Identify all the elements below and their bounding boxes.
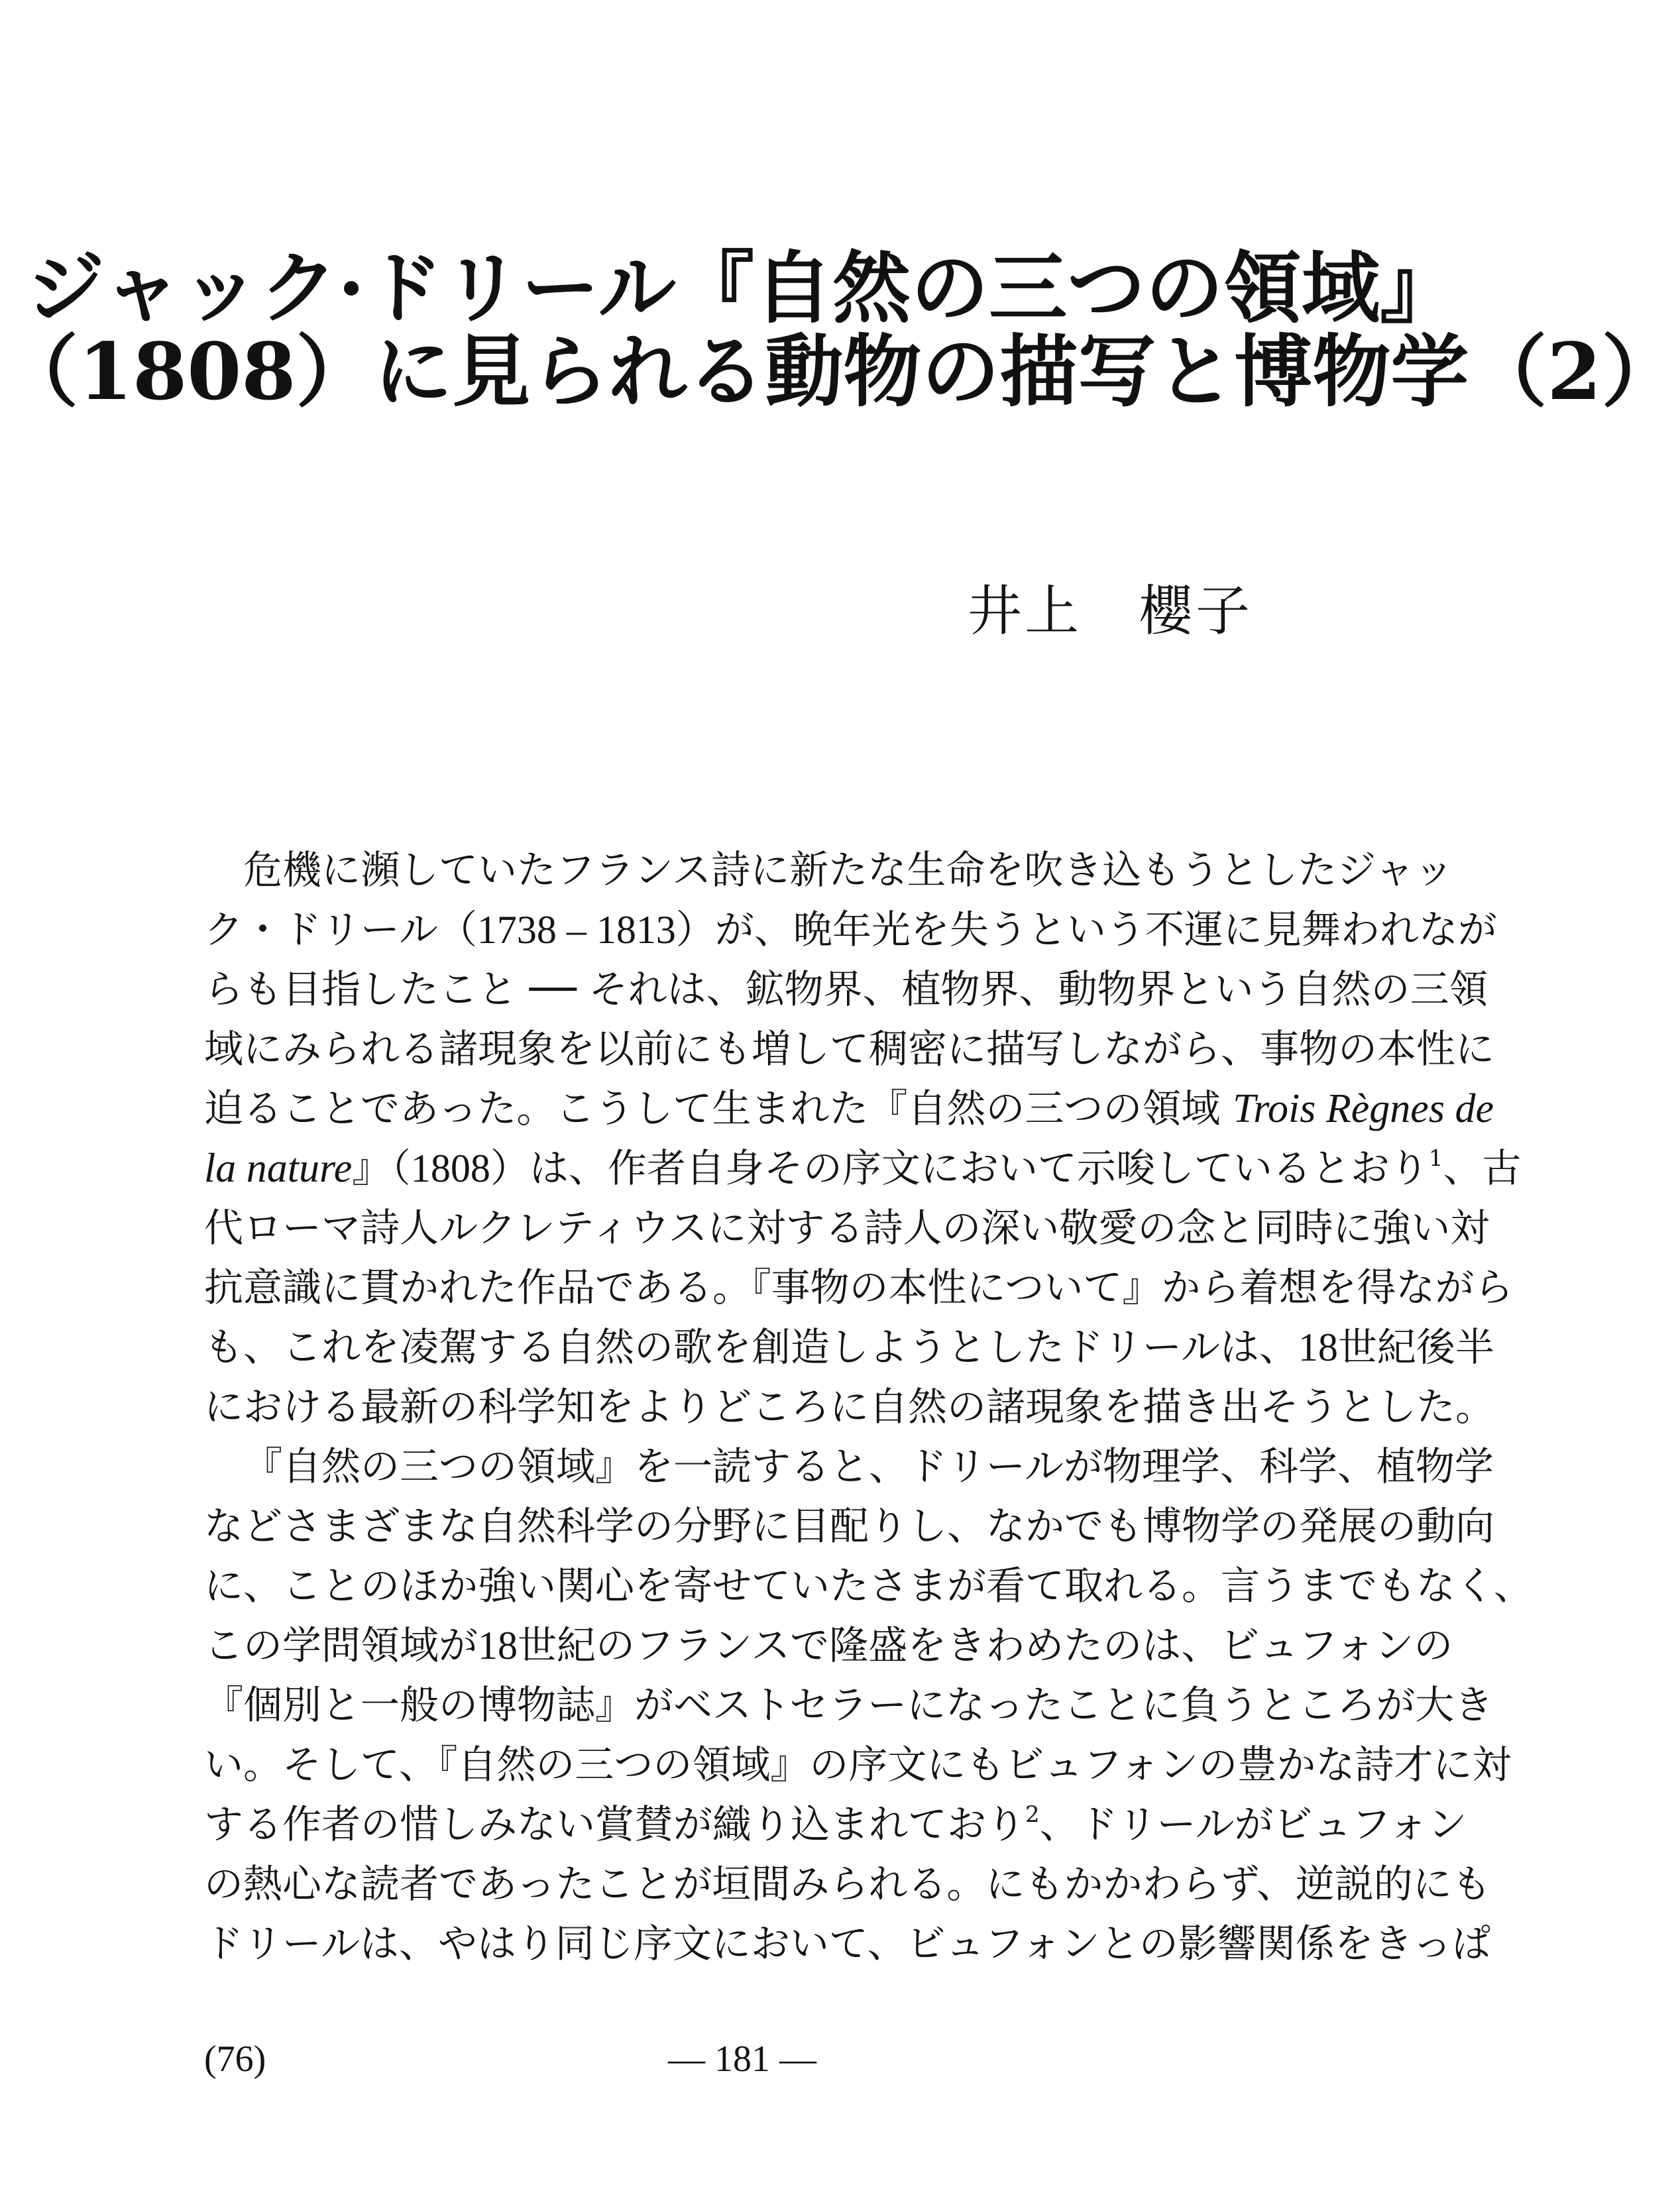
title-line-2: （1808）に見られる動物の描写と博物学（2） [0, 325, 1680, 418]
body-text [204, 840, 1533, 1974]
text-line: などさまざまな自然科学の分野に目配りし、なかでも博物学の発展の動向 [204, 1503, 1495, 1549]
text-line: ドリールは、やはり同じ序文において、ビュフォンとの影響関係をきっぱ [204, 1921, 1491, 1966]
text-line: 『自然の三つの領域』を一読すると、ドリールが物理学、科学、植物学 [243, 1443, 1494, 1489]
footnote-ref-1: 1 [1428, 1145, 1443, 1172]
text-line: における最新の科学知をよりどころに自然の諸現象を描き出そうとした。 [204, 1384, 1495, 1430]
footnote-ref-2: 2 [1025, 1801, 1040, 1828]
text-line: 抗意識に貫かれた作品である。『事物の本性について』から着想を得ながら [204, 1264, 1514, 1310]
author-name: 井上 櫻子 [968, 580, 1253, 643]
text-line: らも目指したこと ── それは、鉱物界、植物界、動物界という自然の三領 [204, 966, 1488, 1012]
text-line: も、これを凌駕する自然の歌を創造しようとしたドリールは、18世紀後半 [204, 1324, 1494, 1370]
text-line: この学問領域が18世紀のフランスで隆盛をきわめたのは、ビュフォンの [204, 1622, 1453, 1668]
text-line: 代ローマ詩人ルクレティウスに対する詩人の深い敬愛の念と同時に強い対 [204, 1205, 1490, 1251]
text-line: la nature』（1808）は、作者自身その序文において示唆しているとおり$^1$、古 [204, 1145, 1522, 1191]
text-line: 危機に瀕していたフランス詩に新たな生命を吹き込もうとしたジャッ [243, 847, 1454, 893]
text-line: する作者の惜しみない賞賛が織り込まれており$^2$、ドリールがビュフォン [204, 1801, 1467, 1847]
text-line: い。そして、『自然の三つの領域』の序文にもビュフォンの豊かな詩才に対 [204, 1742, 1512, 1787]
text-line: の熱心な読者であったことが垣間みられる。にもかかわらず、逆説的にも [204, 1861, 1491, 1907]
text-line: 『個別と一般の博物誌』がベストセラーになったことに負うところが大き [204, 1682, 1494, 1728]
title-line-1: ジャック·ドリール『自然の三つの領域』 [26, 242, 1459, 334]
page-number: — 181 — [668, 2039, 816, 2080]
text-line: ク・ドリール（1738 – 1813）が、晩年光を失うという不運に見舞われなが [204, 907, 1497, 952]
page-footer-left: (76) [204, 2039, 266, 2080]
text-line: 域にみられる諸現象を以前にも増して稠密に描写しながら、事物の本性に [204, 1026, 1495, 1072]
text-line: 迫ることであった。こうして生まれた『自然の三つの領域 Trois Règnes de [204, 1086, 1494, 1131]
text-line: に、ことのほか強い関心を寄せていたさまが看て取れる。言うまでもなく、 [204, 1563, 1533, 1608]
